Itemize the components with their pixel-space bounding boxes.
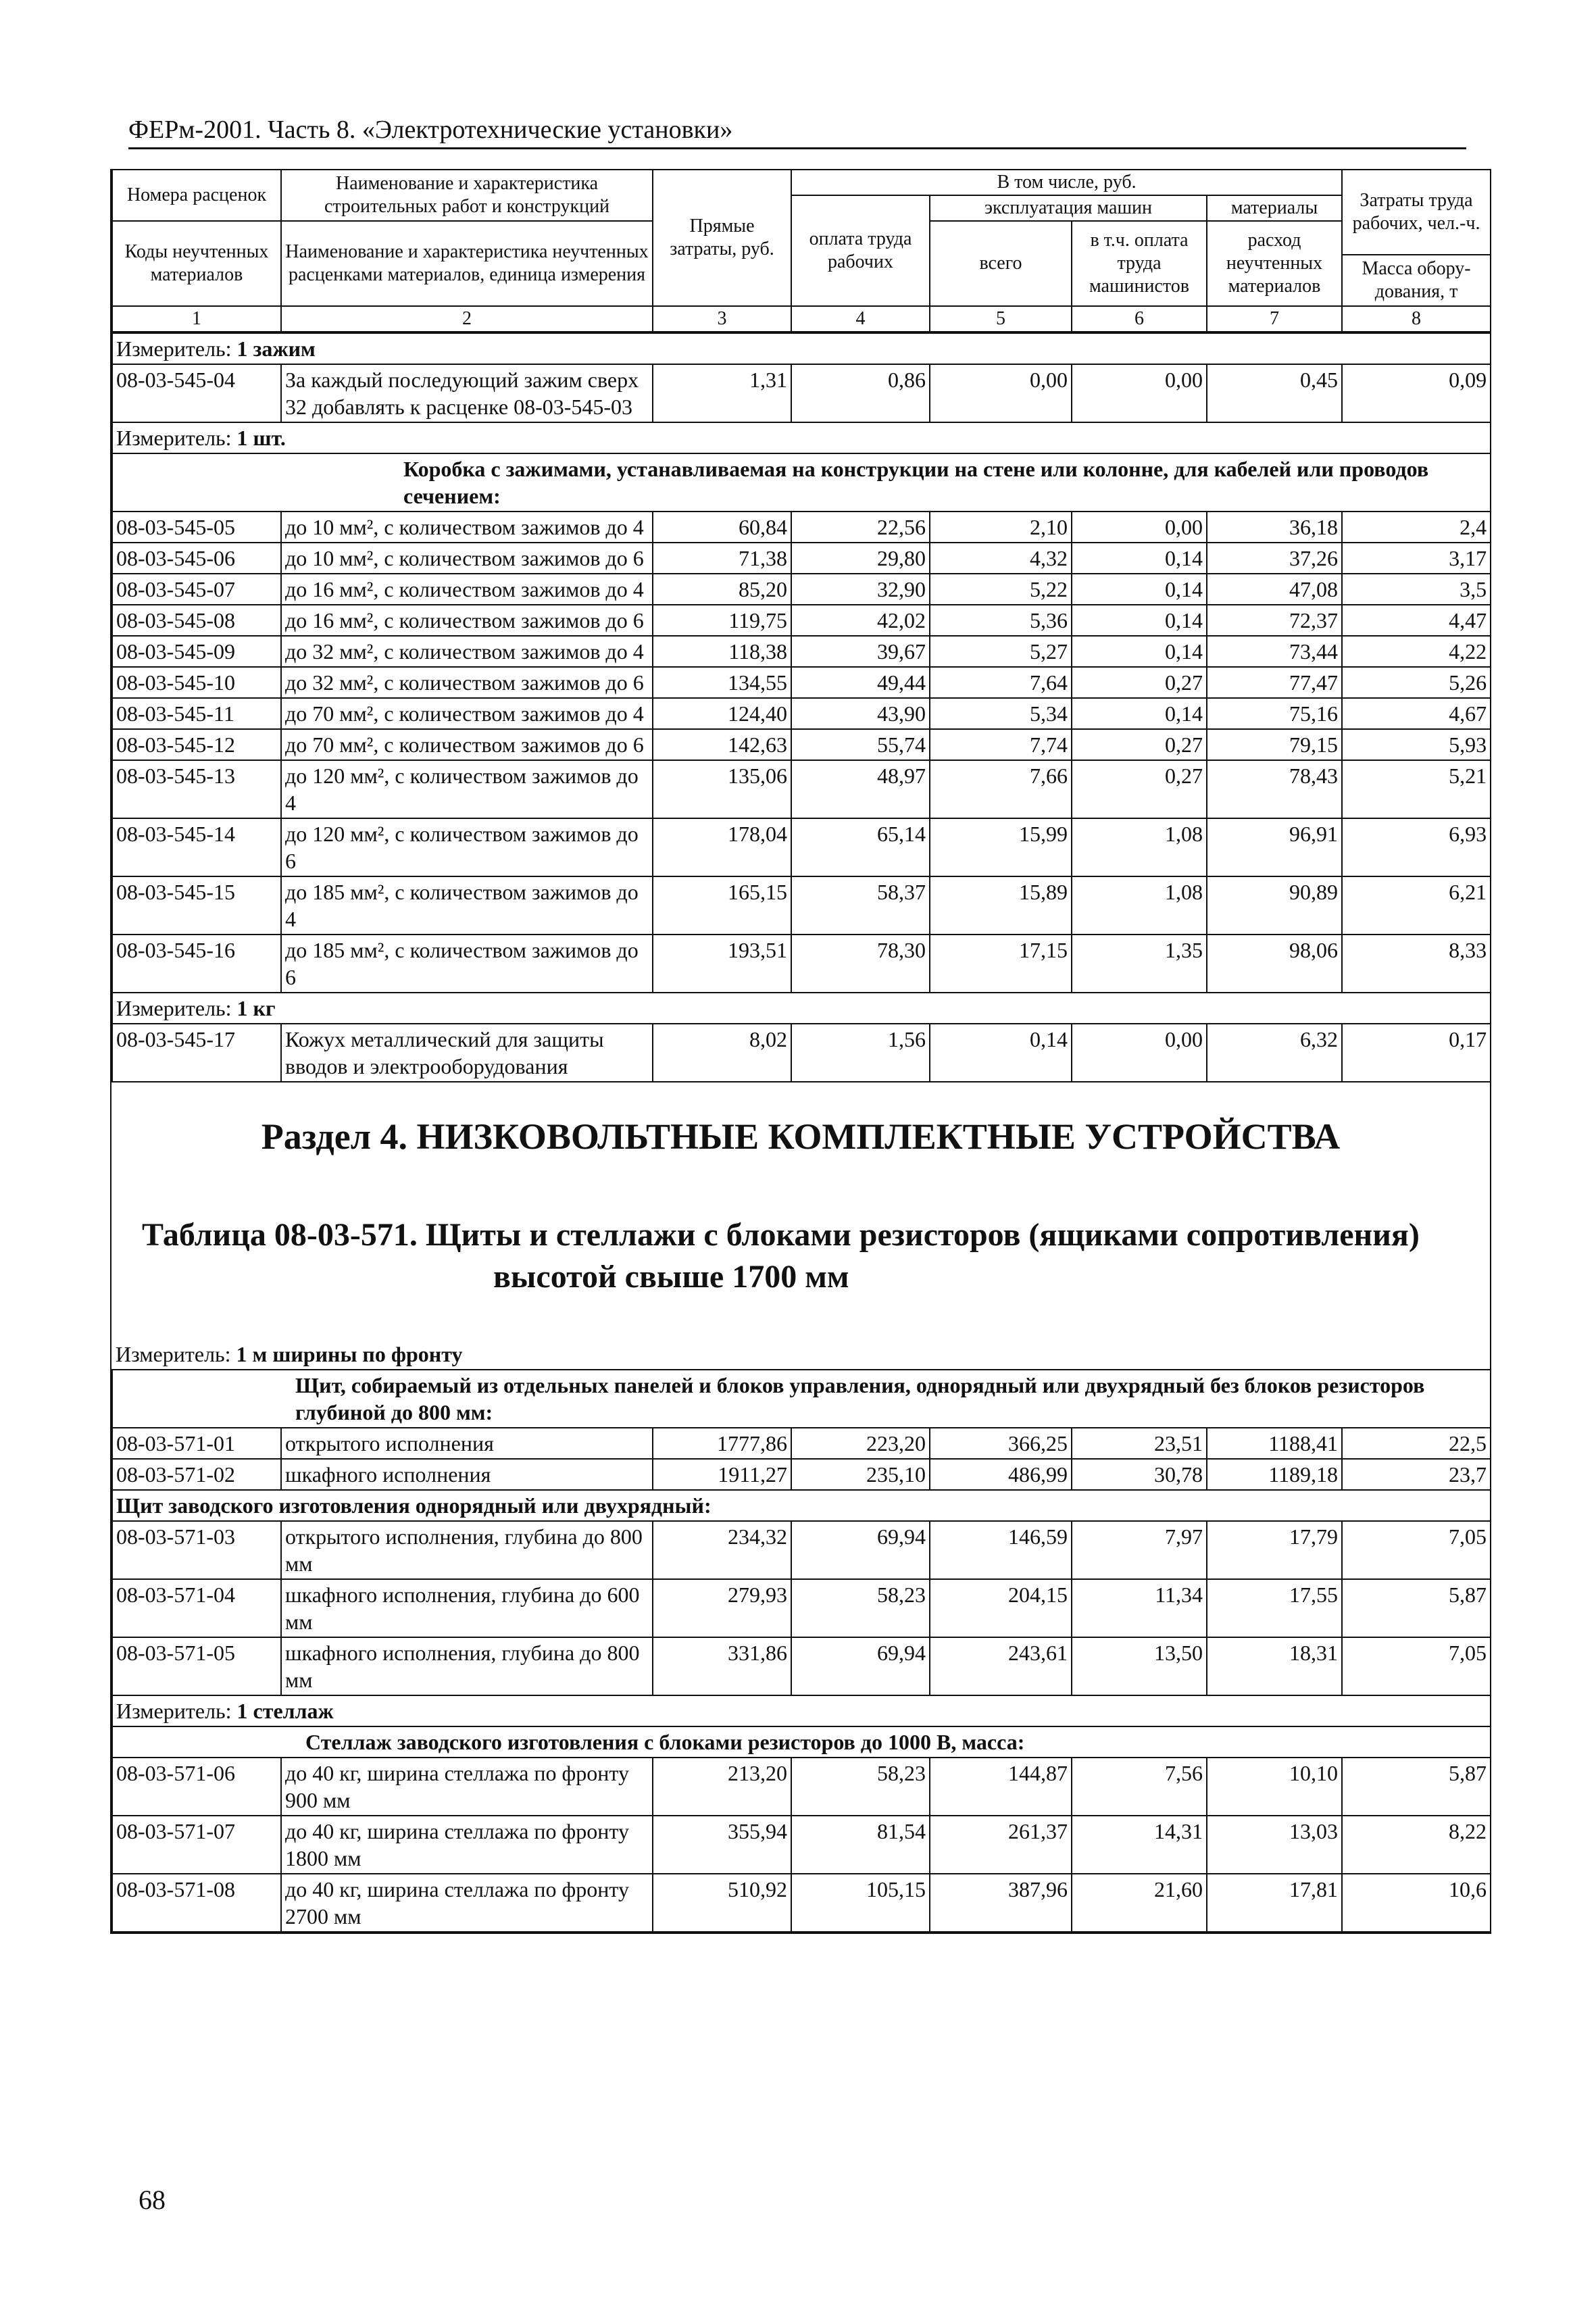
col-index: 7 [1207, 306, 1342, 332]
cell-name: шкафного исполнения, глубина до 600 мм [281, 1579, 653, 1637]
cell-v5: 146,59 [930, 1521, 1072, 1579]
cell-v4: 65,14 [791, 818, 930, 876]
col-header-material-names: Наименование и характеристика неучтенных расценками материалов, единица измерения [281, 221, 653, 306]
cell-v5: 5,27 [930, 636, 1072, 667]
cell-v6: 0,14 [1072, 636, 1207, 667]
section-heading-block [111, 1082, 1490, 1339]
cell-code: 08-03-571-05 [112, 1637, 281, 1695]
table-row [112, 1579, 1491, 1637]
cell-v7: 78,43 [1207, 760, 1342, 818]
cell-code: 08-03-545-12 [112, 729, 281, 760]
table-row [112, 605, 1491, 636]
cell-v6: 0,14 [1072, 605, 1207, 636]
col-header-wages: оплата труда рабочих [791, 195, 930, 306]
cell-v4: 55,74 [791, 729, 930, 760]
cell-v8: 22,5 [1342, 1428, 1491, 1459]
cell-v7: 13,03 [1207, 1816, 1342, 1874]
cell-v3: 1911,27 [653, 1459, 791, 1490]
cell-v6: 7,56 [1072, 1758, 1207, 1816]
cell-v3: 1777,86 [653, 1428, 791, 1459]
cell-v8: 6,93 [1342, 818, 1491, 876]
cell-code: 08-03-545-07 [112, 574, 281, 605]
cell-v3: 60,84 [653, 512, 791, 543]
table-row [112, 698, 1491, 729]
cell-name: шкафного исполнения [281, 1459, 653, 1490]
cell-v3: 510,92 [653, 1874, 791, 1932]
cell-v4: 69,94 [791, 1521, 930, 1579]
cell-v6: 7,97 [1072, 1521, 1207, 1579]
cell-name: до 70 мм², с количеством зажимов до 6 [281, 729, 653, 760]
cell-v7: 18,31 [1207, 1637, 1342, 1695]
cell-v8: 4,67 [1342, 698, 1491, 729]
cell-v3: 355,94 [653, 1816, 791, 1874]
cell-name: до 16 мм², с количеством зажимов до 4 [281, 574, 653, 605]
cell-code: 08-03-545-11 [112, 698, 281, 729]
cell-v3: 118,38 [653, 636, 791, 667]
cell-name: до 70 мм², с количеством зажимов до 4 [281, 698, 653, 729]
cell-v5: 7,66 [930, 760, 1072, 818]
cell-v3: 234,32 [653, 1521, 791, 1579]
table-row [112, 574, 1491, 605]
cell-code: 08-03-571-03 [112, 1521, 281, 1579]
page-number: 68 [139, 2185, 166, 2215]
price-table-frame [110, 169, 1491, 1934]
cell-v4: 235,10 [791, 1459, 930, 1490]
cell-v7: 37,26 [1207, 543, 1342, 574]
cell-code: 08-03-545-06 [112, 543, 281, 574]
col-index: 8 [1342, 306, 1491, 332]
col-index: 5 [930, 306, 1072, 332]
cell-code: 08-03-571-06 [112, 1758, 281, 1816]
cell-v4: 39,67 [791, 636, 930, 667]
cell-v7: 47,08 [1207, 574, 1342, 605]
col-header-in-total: В том числе, руб. [791, 170, 1342, 195]
cell-v6: 30,78 [1072, 1459, 1207, 1490]
col-header-code: Номера расценок [112, 170, 281, 221]
cell-v6: 0,00 [1072, 512, 1207, 543]
cell-v8: 2,4 [1342, 512, 1491, 543]
cell-v5: 387,96 [930, 1874, 1072, 1932]
cell-v6: 0,14 [1072, 698, 1207, 729]
cell-v5: 15,89 [930, 876, 1072, 935]
table-body-545 [111, 332, 1491, 1082]
col-header-materials: материалы [1207, 195, 1342, 221]
cell-v5: 144,87 [930, 1758, 1072, 1816]
cell-v5: 366,25 [930, 1428, 1072, 1459]
table-row [112, 1459, 1491, 1490]
cell-v4: 48,97 [791, 760, 930, 818]
col-header-labor: Затраты труда рабочих, чел.-ч. [1342, 170, 1491, 255]
cell-v3: 135,06 [653, 760, 791, 818]
cell-name: до 40 кг, ширина стеллажа по фронту 1800 мм [281, 1816, 653, 1874]
cell-v6: 14,31 [1072, 1816, 1207, 1874]
cell-v7: 17,79 [1207, 1521, 1342, 1579]
cell-v5: 243,61 [930, 1637, 1072, 1695]
col-header-mass: Масса обору-дования, т [1342, 255, 1491, 306]
cell-v7: 90,89 [1207, 876, 1342, 935]
table-row [112, 876, 1491, 935]
cell-code: 08-03-545-14 [112, 818, 281, 876]
cell-v3: 193,51 [653, 935, 791, 993]
cell-v5: 7,74 [930, 729, 1072, 760]
cell-code: 08-03-545-05 [112, 512, 281, 543]
col-index: 3 [653, 306, 791, 332]
section-title: Раздел 4. НИЗКОВОЛЬТНЫЕ КОМПЛЕКТНЫЕ УСТРОЙСТВА [261, 1116, 1341, 1157]
cell-v8: 10,6 [1342, 1874, 1491, 1932]
cell-name: до 10 мм², с количеством зажимов до 6 [281, 543, 653, 574]
col-index: 2 [281, 306, 653, 332]
cell-code: 08-03-571-07 [112, 1816, 281, 1874]
table-row [112, 1758, 1491, 1816]
cell-name: до 40 кг, ширина стеллажа по фронту 2700 мм [281, 1874, 653, 1932]
cell-v4: 58,37 [791, 876, 930, 935]
group-heading: Коробка с зажимами, устанавливаемая на конструкции на стене или колонне, для кабелей или проводов сечением: [112, 453, 1491, 512]
cell-code: 08-03-545-13 [112, 760, 281, 818]
cell-v7: 17,55 [1207, 1579, 1342, 1637]
cell-v3: 165,15 [653, 876, 791, 935]
col-header-machines-total: всего [930, 221, 1072, 306]
table-row [112, 760, 1491, 818]
col-header-machinists: в т.ч. оплата труда машинистов [1072, 221, 1207, 306]
group-heading: Щит, собираемый из отдельных панелей и блоков управления, однорядный или двухрядный без блоков резисторов глубиной до 800 мм: [112, 1370, 1491, 1428]
cell-code: 08-03-545-10 [112, 667, 281, 698]
col-header-name: Наименование и характеристика строительных работ и конструкций [281, 170, 653, 221]
cell-name: до 185 мм², с количеством зажимов до 6 [281, 935, 653, 993]
table-row [112, 818, 1491, 876]
cell-code: 08-03-571-02 [112, 1459, 281, 1490]
cell-v3: 279,93 [653, 1579, 791, 1637]
cell-v4: 58,23 [791, 1758, 930, 1816]
table-row [112, 729, 1491, 760]
cell-v8: 5,87 [1342, 1758, 1491, 1816]
cell-v8: 5,93 [1342, 729, 1491, 760]
cell-v6: 0,14 [1072, 543, 1207, 574]
table-title: Таблица 08-03-571. Щиты и стеллажи с блоками резисторов (ящиками сопротивления) высотой свыше 1700 мм [142, 1217, 1420, 1295]
cell-v4: 49,44 [791, 667, 930, 698]
measure-row: Измеритель: 1 зажим [112, 333, 1491, 364]
table-header [111, 169, 1491, 332]
group-heading: Щит заводского изготовления однорядный или двухрядный: [112, 1490, 1491, 1521]
cell-v7: 96,91 [1207, 818, 1342, 876]
cell-v3: 119,75 [653, 605, 791, 636]
cell-name: до 120 мм², с количеством зажимов до 6 [281, 818, 653, 876]
cell-v3: 134,55 [653, 667, 791, 698]
cell-v6: 21,60 [1072, 1874, 1207, 1932]
cell-v6: 13,50 [1072, 1637, 1207, 1695]
cell-v6: 23,51 [1072, 1428, 1207, 1459]
table-row [112, 667, 1491, 698]
cell-code: 08-03-571-04 [112, 1579, 281, 1637]
cell-v6: 1,08 [1072, 818, 1207, 876]
cell-v8: 7,05 [1342, 1521, 1491, 1579]
cell-v5: 5,34 [930, 698, 1072, 729]
cell-v4: 32,90 [791, 574, 930, 605]
cell-v8: 8,22 [1342, 1816, 1491, 1874]
measure-row: Измеритель: 1 стеллаж [112, 1695, 1491, 1726]
cell-v3: 142,63 [653, 729, 791, 760]
col-index: 6 [1072, 306, 1207, 332]
running-title: ФЕРм-2001. Часть 8. «Электротехнические установки» [128, 115, 1466, 149]
cell-v8: 5,26 [1342, 667, 1491, 698]
cell-name: до 16 мм², с количеством зажимов до 6 [281, 605, 653, 636]
cell-code: 08-03-545-15 [112, 876, 281, 935]
cell-v4: 223,20 [791, 1428, 930, 1459]
cell-v7: 36,18 [1207, 512, 1342, 543]
cell-v7: 77,47 [1207, 667, 1342, 698]
cell-v5: 5,22 [930, 574, 1072, 605]
cell-v3: 124,40 [653, 698, 791, 729]
cell-name: открытого исполнения, глубина до 800 мм [281, 1521, 653, 1579]
table-row [112, 1816, 1491, 1874]
col-index: 4 [791, 306, 930, 332]
cell-v8: 4,47 [1342, 605, 1491, 636]
cell-v7: 79,15 [1207, 729, 1342, 760]
group-heading: Стеллаж заводского изготовления с блоками резисторов до 1000 В, масса: [112, 1726, 1491, 1758]
cell-v8: 8,33 [1342, 935, 1491, 993]
cell-v6: 0,14 [1072, 574, 1207, 605]
measure-row: Измеритель: 1 м ширины по фронту [112, 1339, 1491, 1370]
cell-v5: 15,99 [930, 818, 1072, 876]
cell-v5: 2,10 [930, 512, 1072, 543]
col-header-machines: эксплуатация машин [930, 195, 1207, 221]
table-row [112, 1428, 1491, 1459]
table-row [112, 1521, 1491, 1579]
cell-v8: 5,87 [1342, 1579, 1491, 1637]
cell-v8: 6,21 [1342, 876, 1491, 935]
cell-v8: 4,22 [1342, 636, 1491, 667]
table-row [112, 512, 1491, 543]
cell-name: до 40 кг, ширина стеллажа по фронту 900 мм [281, 1758, 653, 1816]
cell-v5: 4,32 [930, 543, 1072, 574]
cell-code: 08-03-545-09 [112, 636, 281, 667]
table-body-571 [111, 1339, 1491, 1933]
cell-v4: 22,56 [791, 512, 930, 543]
cell-code: 08-03-545-08 [112, 605, 281, 636]
cell-v7: 75,16 [1207, 698, 1342, 729]
col-header-material-use: расход неучтенных материалов [1207, 221, 1342, 306]
col-header-direct-costs: Прямые затраты, руб. [653, 170, 791, 306]
cell-v7: 1188,41 [1207, 1428, 1342, 1459]
cell-code: 08-03-545-16 [112, 935, 281, 993]
cell-code: 08-03-571-08 [112, 1874, 281, 1932]
cell-v7: 1189,18 [1207, 1459, 1342, 1490]
cell-v4: 69,94 [791, 1637, 930, 1695]
cell-v5: 261,37 [930, 1816, 1072, 1874]
cell-v8: 3,5 [1342, 574, 1491, 605]
cell-v4: 105,15 [791, 1874, 930, 1932]
cell-v3: 178,04 [653, 818, 791, 876]
cell-name: до 185 мм², с количеством зажимов до 4 [281, 876, 653, 935]
cell-v5: 7,64 [930, 667, 1072, 698]
cell-v3: 331,86 [653, 1637, 791, 1695]
cell-v6: 0,27 [1072, 760, 1207, 818]
cell-v6: 11,34 [1072, 1579, 1207, 1637]
cell-v8: 3,17 [1342, 543, 1491, 574]
cell-name: до 120 мм², с количеством зажимов до 4 [281, 760, 653, 818]
table-row [112, 1874, 1491, 1932]
col-header-material-codes: Коды неучтенных материалов [112, 221, 281, 306]
table-row [112, 636, 1491, 667]
cell-v5: 486,99 [930, 1459, 1072, 1490]
table-row [112, 1637, 1491, 1695]
cell-v7: 17,81 [1207, 1874, 1342, 1932]
cell-v8: 5,21 [1342, 760, 1491, 818]
table-row [112, 935, 1491, 993]
cell-v4: 58,23 [791, 1579, 930, 1637]
cell-v6: 1,35 [1072, 935, 1207, 993]
cell-name: до 32 мм², с количеством зажимов до 4 [281, 636, 653, 667]
table-row: 08-03-545-04 За каждый последующий зажим сверх 32 добавлять к расценке 08-03-545-03 1,31 0,86 0,00 0,00 0,45 0,09 [112, 364, 1491, 422]
cell-v4: 29,80 [791, 543, 930, 574]
cell-v4: 42,02 [791, 605, 930, 636]
cell-v7: 73,44 [1207, 636, 1342, 667]
cell-v3: 85,20 [653, 574, 791, 605]
cell-v4: 78,30 [791, 935, 930, 993]
cell-v7: 72,37 [1207, 605, 1342, 636]
cell-v6: 0,27 [1072, 729, 1207, 760]
cell-v8: 23,7 [1342, 1459, 1491, 1490]
cell-v5: 204,15 [930, 1579, 1072, 1637]
cell-v7: 98,06 [1207, 935, 1342, 993]
cell-v3: 71,38 [653, 543, 791, 574]
cell-v7: 10,10 [1207, 1758, 1342, 1816]
cell-v4: 81,54 [791, 1816, 930, 1874]
measure-row: Измеритель: 1 кг [112, 993, 1491, 1024]
measure-row: Измеритель: 1 шт. [112, 422, 1491, 453]
cell-v8: 7,05 [1342, 1637, 1491, 1695]
cell-name: до 32 мм², с количеством зажимов до 6 [281, 667, 653, 698]
cell-v5: 5,36 [930, 605, 1072, 636]
cell-v6: 1,08 [1072, 876, 1207, 935]
cell-v5: 17,15 [930, 935, 1072, 993]
cell-v6: 0,27 [1072, 667, 1207, 698]
cell-name: до 10 мм², с количеством зажимов до 4 [281, 512, 653, 543]
cell-name: открытого исполнения [281, 1428, 653, 1459]
table-row [112, 543, 1491, 574]
cell-code: 08-03-571-01 [112, 1428, 281, 1459]
col-index: 1 [112, 306, 281, 332]
cell-name: шкафного исполнения, глубина до 800 мм [281, 1637, 653, 1695]
table-row: 08-03-545-17 Кожух металлический для защиты вводов и электрооборудования 8,02 1,56 0,14 0,00 6,32 0,17 [112, 1024, 1491, 1082]
cell-v4: 43,90 [791, 698, 930, 729]
cell-v3: 213,20 [653, 1758, 791, 1816]
